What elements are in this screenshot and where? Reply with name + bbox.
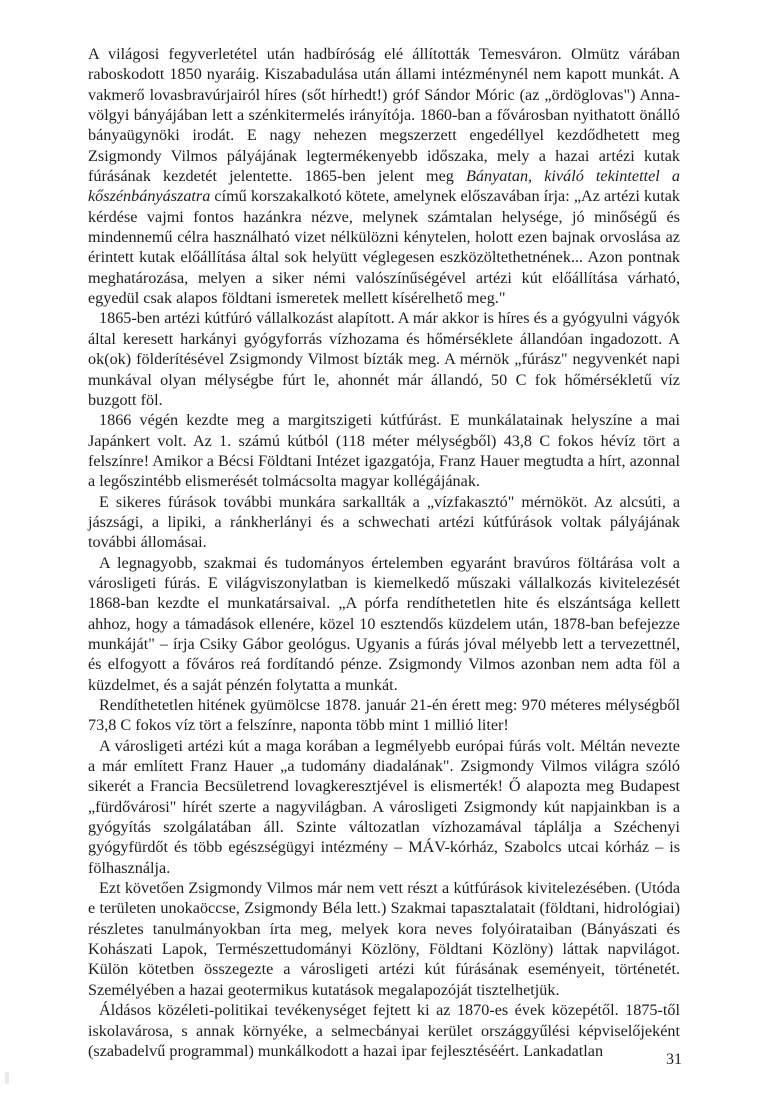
paragraph-8: Ezt követően Zsigmondy Vilmos már nem vett részt a kútfúrások kivitelezésében. (Utóda e területen unokaöccse, Zsigmondy Béla lett.) Szakmai tapasztalatait (földtani, hidrológiai) részletes tanulmányokban írta meg, melyek kora neves folyóirataiban (Bányászati és Kohászati Lapok, Természettudományi Közlöny, Földtani Közlöny) láttak napvilágot. Külön kötetben összegezte a városligeti artézi kút fúrásának eseményeit, történetét. Személyében a hazai geotermikus kutatások megalapozóját tisztelhetjük. bbox=[88, 879, 680, 999]
scan-margin-mark bbox=[5, 1072, 9, 1084]
paragraph-1-text-b: című korszakalkotó kötete, amelynek előszavában írja: „Az artézi kutak kérdése vajmi fontos hazánkra nézve, melynek számtalan helysége, jó minőségű és mindennemű célra használható vizet nélkülözni kénytelen, holott ezen bajnak orvoslása az érintett kutak előállítása által sok helyütt véglegesen eszközöltethetnének... Azon pontnak meghatározása, melyen a siker némi valószínűségével artézi kút előállítása várható, egyedül csak alapos földtani ismeretek mellett kísérelhető meg." bbox=[88, 187, 680, 308]
paragraph-5: A legnagyobb, szakmai és tudományos értelemben egyaránt bravúros föltárása volt a városligeti fúrás. E világviszonylatban is kiemelkedő műszaki vállalkozás kivitelezését 1868-ban kezdte el munkatársaival. „A pórfa rendíthetetlen hite és elszántsága kellett ahhoz, hogy a támadások ellenére, közel 10 esztendős küzdelem után, 1878-ban befejezze munkáját" – írja Csiky Gábor geológus. Ugyanis a fúrás jóval mélyebb lett a tervezettnél, és elfogyott a főváros reá fordítandó pénze. Zsigmondy Vilmos azonban nem adta föl a küzdelmet, és a saját pénzén folytatta a munkát. bbox=[88, 553, 680, 694]
book-title: Bányatan, kiváló tekintettel a kőszénbányászatra bbox=[88, 167, 680, 206]
paragraph-1-text-a: A világosi fegyverletétel után hadbíróság elé állították Temesváron. Olmütz várában raboskodott 1850 nyaráig. Kiszabadulása után állami intézménynél nem kapott munkát. A vakmerő lovasbravúrjairól híres (sőt hírhedt!) gróf Sándor Móric (az „ördöglovas") Anna-völgyi bányájában lett a szénkitermelés irányítója. 1860-ban a fővárosban nyithatott önálló bányaügynöki irodát. E nagy nehezen megszerzett engedéllyel kezdődhetett meg Zsigmondy Vilmos pályájának legtermékenyebb időszaka, mely a hazai artézi kutak fúrásának kezdetét jelentette. 1865-ben jelent meg bbox=[88, 45, 680, 186]
paragraph-3: 1866 végén kezdte meg a margitszigeti kútfúrást. E munkálatainak helyszíne a mai Japánkert volt. Az 1. számú kútból (118 méter mélységből) 43,8 C fokos hévíz tört a felszínre! Amikor a Bécsi Földtani Intézet igazgatója, Franz Hauer megtudta a hírt, azonnal a legőszintébb elismerését tolmácsolta magyar kollégájának. bbox=[88, 411, 680, 491]
page-number: 31 bbox=[666, 1051, 682, 1068]
paragraph-4: E sikeres fúrások további munkára sarkallták a „vízfakasztó" mérnököt. Az alcsúti, a jászsági, a lipiki, a ránkherlányi és a schwechati artézi kútfúrások voltak pályájának további állomásai. bbox=[88, 492, 680, 552]
body-text bbox=[88, 44, 680, 1061]
paragraph-6: Rendíthetetlen hitének gyümölcse 1878. január 21-én érett meg: 970 méteres mélységből 73,8 C fokos víz tört a felszínre, naponta több mint 1 millió liter! bbox=[88, 696, 680, 735]
paragraph-1 bbox=[88, 44, 680, 308]
paragraph-9: Áldásos közéleti-politikai tevékenységet fejtett ki az 1870-es évek közepétől. 1875-től iskolavárosa, s annak környéke, a selmecbányai kerület országgyűlési képviselőjeként (szabadelvű programmal) munkálkodott a hazai ipar fejlesztéséért. Lankadatlan bbox=[88, 1001, 680, 1060]
paragraph-2: 1865-ben artézi kútfúró vállalkozást alapított. A már akkor is híres és a gyógyulni vágyók által keresett harkányi gyógyforrás vízhozama és hőmérséklete állandóan ingadozott. A ok(ok) földerítésével Zsigmondy Vilmost bízták meg. A mérnök „fúrász" negyvenkét napi munkával olyan mélységbe fúrt le, ahonnét már állandó, 50 C fok hőmérsékletű víz buzgott föl. bbox=[88, 309, 680, 409]
paragraph-7: A városligeti artézi kút a maga korában a legmélyebb európai fúrás volt. Méltán nevezte a már említett Franz Hauer „a tudomány diadalának". Zsigmondy Vilmos világra szóló sikerét a Francia Becsületrend lovagkeresztjével is elismerték! Ő alapozta meg Budapest „fürdővárosi" hírét szerte a nagyvilágban. A városligeti Zsigmondy kút napjainkban is a gyógyítás szolgálatában áll. Szinte változatlan vízhozamával táplálja a Széchenyi gyógyfürdőt és több egészségügyi intézmény – MÁV-kórház, Szabolcs utcai kórház – is fölhasználja. bbox=[88, 736, 680, 877]
